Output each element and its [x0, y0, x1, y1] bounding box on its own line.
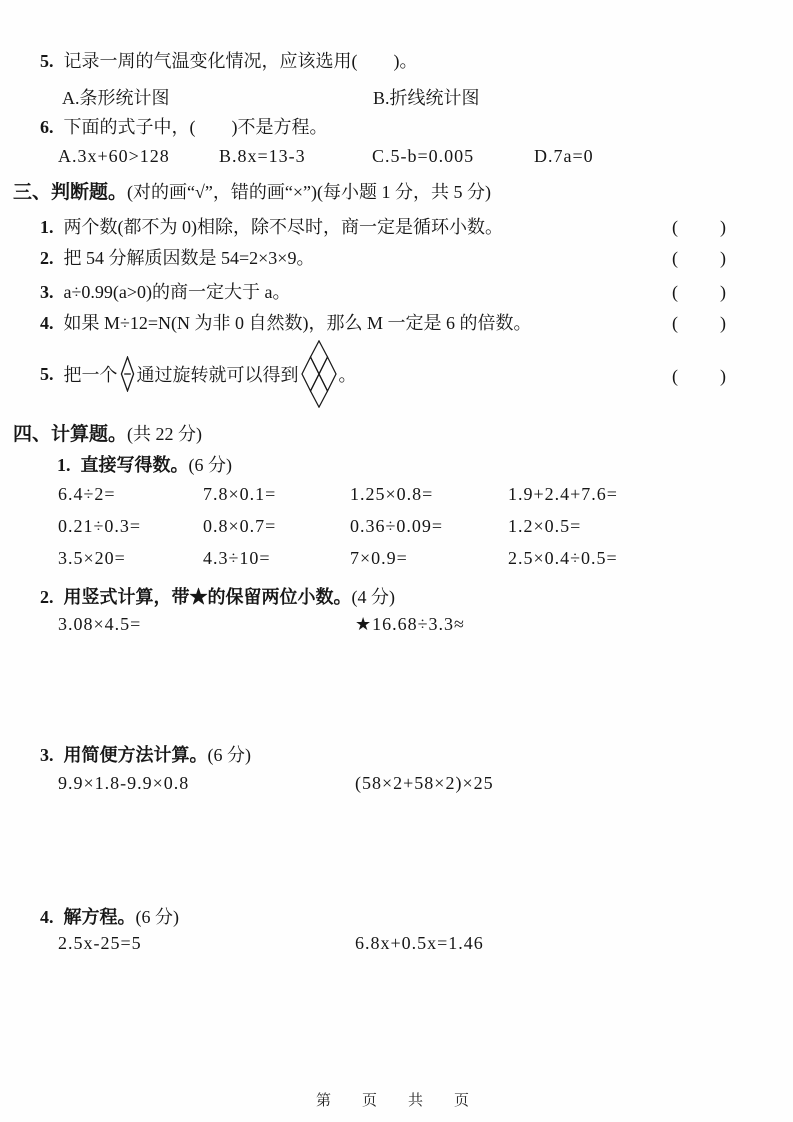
- question-6-option-a: A.3x+60>128: [58, 146, 170, 166]
- calc-q2-number: 2.: [40, 587, 54, 607]
- judgment-5-text-after: 。: [338, 365, 357, 385]
- calc-expression: 4.3÷10=: [203, 548, 271, 568]
- calc-q3-note: (6 分): [207, 745, 251, 765]
- judgment-4-answer-blank: ( ): [672, 313, 728, 333]
- calc-q3-right-expression: (58×2+58×2)×25: [355, 773, 494, 793]
- judgment-3-number: 3.: [40, 282, 54, 302]
- judgment-4-number: 4.: [40, 313, 54, 333]
- calc-q4-label: 解方程。: [63, 907, 136, 927]
- calc-q2-right-expression: ★16.68÷3.3≈: [355, 614, 465, 634]
- calc-q2-left-expression: 3.08×4.5=: [58, 614, 142, 634]
- section-3-heading: [13, 177, 491, 204]
- calc-q3-label: 用简便方法计算。: [63, 745, 208, 765]
- calc-expression: 1.9+2.4+7.6=: [508, 484, 618, 504]
- question-5-number: 5.: [40, 51, 54, 71]
- judgment-item-3: [0, 278, 793, 304]
- calc-expression: 1.2×0.5=: [508, 516, 582, 536]
- judgment-2-text: 把 54 分解质因数是 54=2×3×9。: [63, 248, 315, 268]
- small-rhombus-icon: [120, 356, 135, 392]
- section-4-title: 四、计算题。: [13, 424, 128, 445]
- judgment-5-answer-blank: ( ): [672, 366, 728, 386]
- judgment-3-text: a÷0.99(a>0)的商一定大于 a。: [63, 282, 291, 302]
- calc-q4-label-line: [40, 903, 179, 929]
- calc-expression: 0.36÷0.09=: [350, 516, 444, 536]
- section-4-note: (共 22 分): [127, 424, 203, 444]
- judgment-2-answer-blank: ( ): [672, 248, 728, 268]
- calc-expression: 6.4÷2=: [58, 484, 116, 504]
- page-footer: 第 页 共 页: [315, 1093, 477, 1109]
- calc-expression: 0.21÷0.3=: [58, 516, 142, 536]
- calc-q3-left-expression: 9.9×1.8-9.9×0.8: [58, 773, 190, 793]
- section-4-heading: [13, 419, 202, 446]
- calc-q4-left-equation: 2.5x-25=5: [58, 933, 142, 953]
- calc-q1-label-line: [57, 451, 232, 477]
- judgment-5-text-before: 把一个: [63, 365, 118, 385]
- calc-expression: 7.8×0.1=: [203, 484, 277, 504]
- question-6-text: 下面的式子中，( )不是方程。: [63, 117, 328, 137]
- judgment-1-answer-blank: ( ): [672, 217, 728, 237]
- calc-q4-number: 4.: [40, 907, 54, 927]
- judgment-item-4: [0, 309, 793, 335]
- calc-q3-label-line: [40, 741, 251, 767]
- judgment-item-1: [0, 213, 793, 239]
- judgment-3-answer-blank: ( ): [672, 282, 728, 302]
- judgment-item-5: [40, 336, 357, 412]
- question-6-number: 6.: [40, 117, 54, 137]
- question-5-option-a: A.条形统计图: [62, 88, 170, 108]
- calc-q1-number: 1.: [57, 455, 71, 475]
- calc-q1-label: 直接写得数。: [80, 455, 189, 475]
- question-6-option-b: B.8x=13-3: [219, 146, 306, 166]
- judgment-item-2: [0, 244, 793, 270]
- calc-q2-note: (4 分): [351, 587, 395, 607]
- judgment-5-number: 5.: [40, 363, 54, 384]
- question-5: [40, 47, 418, 73]
- question-6-option-d: D.7a=0: [534, 146, 594, 166]
- question-6: [40, 113, 328, 139]
- calc-expression: 3.5×20=: [58, 548, 126, 568]
- question-5-option-b: B.折线统计图: [373, 88, 480, 108]
- calc-q2-label-line: [40, 583, 395, 609]
- question-5-text: 记录一周的气温变化情况，应该选用( )。: [63, 51, 418, 71]
- calc-expression: 0.8×0.7=: [203, 516, 277, 536]
- calc-q2-label: 用竖式计算，带★的保留两位小数。: [63, 587, 352, 607]
- calc-q4-note: (6 分): [135, 907, 179, 927]
- calc-q3-number: 3.: [40, 745, 54, 765]
- judgment-1-number: 1.: [40, 217, 54, 237]
- calc-q1-note: (6 分): [188, 455, 232, 475]
- judgment-4-text: 如果 M÷12=N(N 为非 0 自然数)，那么 M 一定是 6 的倍数。: [63, 313, 532, 333]
- section-3-title: 三、判断题。: [13, 182, 128, 203]
- judgment-2-number: 2.: [40, 248, 54, 268]
- calc-q4-right-equation: 6.8x+0.5x=1.46: [355, 933, 484, 953]
- rhombus-cluster-icon: [301, 340, 337, 408]
- calc-expression: 7×0.9=: [350, 548, 408, 568]
- judgment-5-text-mid: 通过旋转就可以得到: [136, 365, 299, 385]
- section-3-note: (对的画“√”，错的画“×”)(每小题 1 分，共 5 分): [127, 182, 491, 202]
- calc-expression: 1.25×0.8=: [350, 484, 434, 504]
- judgment-1-text: 两个数(都不为 0)相除，除不尽时，商一定是循环小数。: [63, 217, 503, 237]
- calc-expression: 2.5×0.4÷0.5=: [508, 548, 618, 568]
- question-6-option-c: C.5-b=0.005: [372, 146, 475, 166]
